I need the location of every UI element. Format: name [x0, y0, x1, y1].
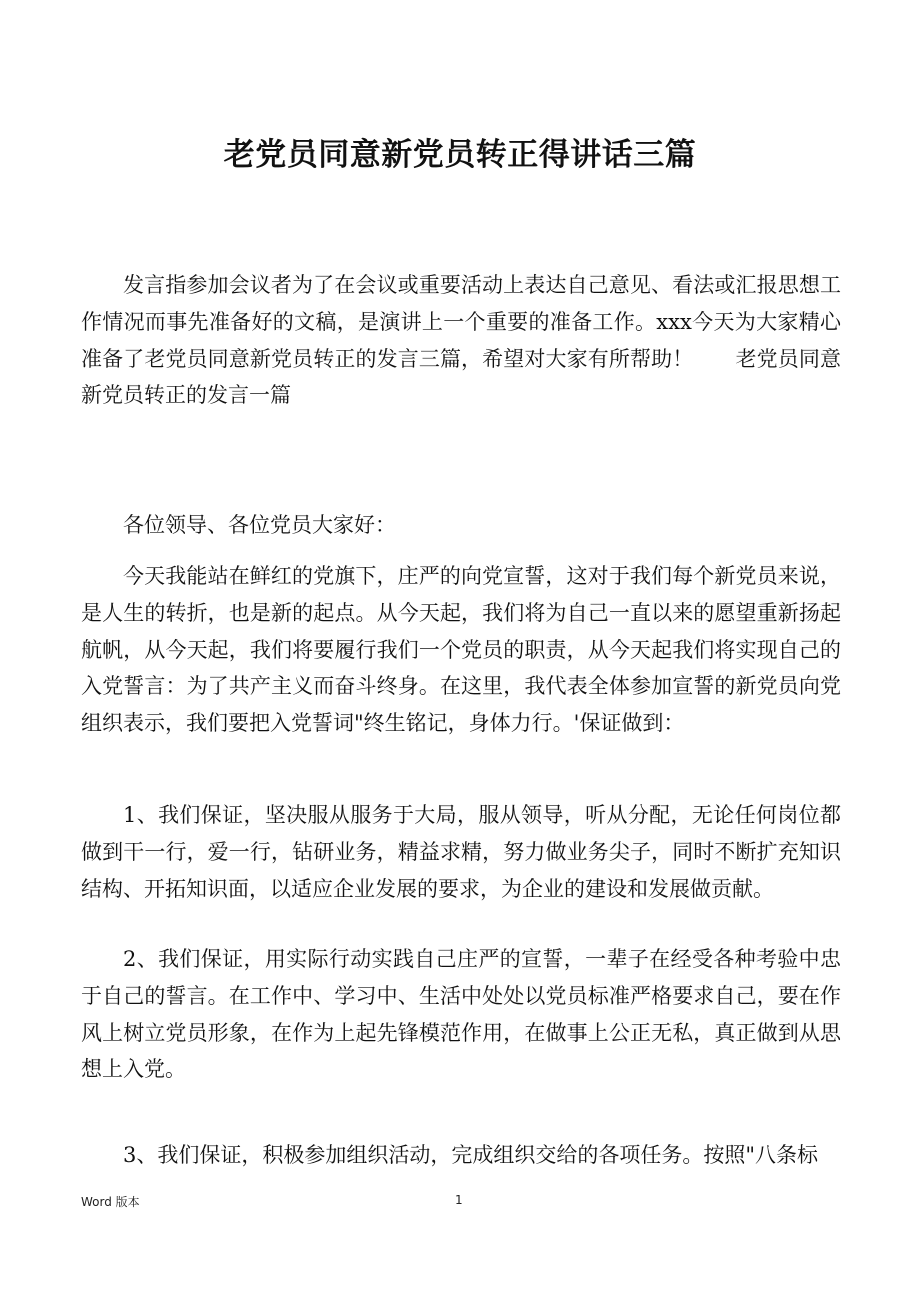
greeting-paragraph: 各位领导、各位党员大家好：: [123, 513, 396, 537]
pledge-paragraph-1: 1、我们保证，坚决服从服务于大局，服从领导，听从分配，无论任何岗位都做到干一行，爱一行，钻研业务，精益求精，努力做业务尖子，同时不断扩充知识结构、开拓知识面，以适应企业发展的要求，为企业的建设和发展做贡献。: [81, 803, 841, 901]
footer-page-number: 1: [455, 1193, 463, 1207]
pledge-paragraph-3: 3、我们保证，积极参加组织活动，完成组织交给的各项任务。按照"八条标: [123, 1143, 819, 1167]
document-title: 老党员同意新党员转正得讲话三篇: [223, 137, 697, 173]
intro-paragraph: 发言指参加会议者为了在会议或重要活动上表达自己意见、看法或汇报思想工作情况而事先准备好的文稿，是演讲上一个重要的准备工作。xxx今天为大家精心准备了老党员同意新党员转正的发言三篇，希望对大家有所帮助！ 老党员同意新党员转正的发言一篇: [81, 273, 841, 408]
main-paragraph: 今天我能站在鲜红的党旗下，庄严的向党宣誓，这对于我们每个新党员来说，是人生的转折，也是新的起点。从今天起，我们将为自己一直以来的愿望重新扬起航帆，从今天起，我们将要履行我们一个党员的职责，从今天起我们将实现自己的入党誓言：为了共产主义而奋斗终身。在这里，我代表全体参加宣誓的新党员向党组织表示，我们要把入党誓词"终生铭记，身体力行。'保证做到：: [81, 564, 841, 736]
footer-version-label: Word 版本: [81, 1195, 140, 1209]
pledge-paragraph-2: 2、我们保证，用实际行动实践自己庄严的宣誓，一辈子在经受各种考验中忠于自己的誓言。在工作中、学习中、生活中处处以党员标准严格要求自己，要在作风上树立党员形象，在作为上起先锋模范作用，在做事上公正无私，真正做到从思想上入党。: [81, 947, 841, 1082]
